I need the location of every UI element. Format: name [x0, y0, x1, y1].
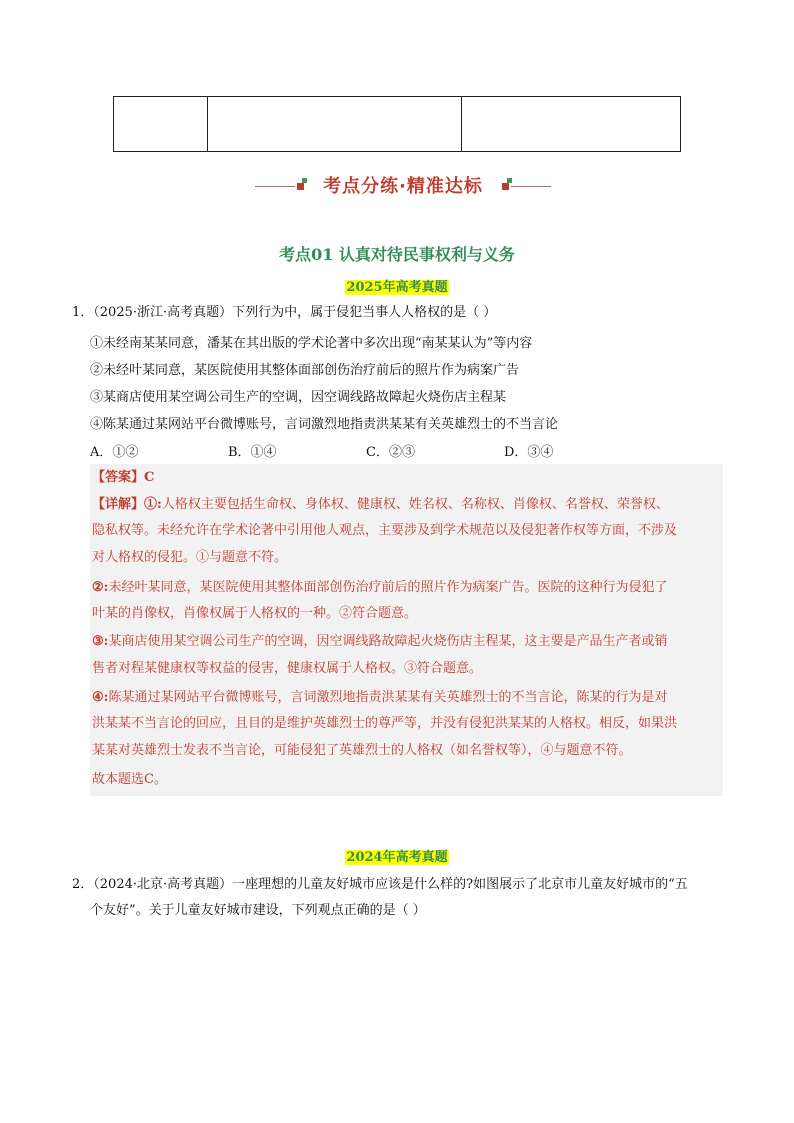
detail-label: 【详解】 [92, 497, 145, 512]
section-title: 考点01 认真对待民事权利与义务 [279, 245, 515, 264]
question-1-option-1: ①未经南某某同意，潘某在其出版的学术论著中多次出现“南某某认为”等内容 [90, 336, 533, 351]
detail-p3-line1 [92, 633, 667, 651]
section-banner [255, 170, 551, 200]
choice-a: A．①② [90, 445, 139, 460]
table-cell [462, 97, 681, 152]
top-table-fragment [113, 96, 681, 152]
question-1-choices [90, 441, 642, 460]
detail-p4-line2: 洪某某不当言论的回应，且目的是维护英雄烈士的尊严等，并没有侵犯洪某某的人格权。相反，如果洪 [92, 716, 678, 731]
detail-p2-line1 [92, 579, 667, 597]
detail-text: 人格权主要包括生命权、身体权、健康权、姓名权、名称权、肖像权、名誉权、荣誉权、 [161, 497, 669, 512]
banner-line-left [255, 186, 295, 187]
detail-p1-line2: 隐私权等。未经允许在学术论著中引用他人观点，主要涉及到学术规范以及侵犯著作权等方面，不涉及 [92, 523, 678, 538]
year-tag-2025 [0, 276, 794, 295]
choice-b: B．①④ [228, 445, 277, 460]
answer-line [92, 469, 154, 487]
choice-d: D．③④ [504, 445, 554, 460]
question-2-stem-line1: 2．（2024·北京·高考真题）一座理想的儿童友好城市应该是什么样的?如图展示了北京市儿童友好城市的“五 [72, 877, 688, 892]
question-2-stem-line2: 个友好”。关于儿童友好城市建设，下列观点正确的是（ ） [90, 903, 426, 918]
detail-p4-line3: 某某对英雄烈士发表不当言论，可能侵犯了英雄烈士的人格权（如名誉权等），④与题意不符。 [92, 743, 632, 758]
detail-mark-2: ②: [92, 580, 109, 595]
question-1-option-2: ②未经叶某同意，某医院使用其整体面部创伤治疗前后的照片作为病案广告 [90, 363, 520, 378]
detail-conclusion: 故本题选C。 [92, 772, 167, 787]
table-cell [208, 97, 462, 152]
banner-square-red-icon [297, 183, 304, 190]
detail-p2-line2: 叶某的肖像权，肖像权属于人格权的一种。②符合题意。 [92, 606, 418, 621]
year-tag-text: 2025年高考真题 [346, 280, 448, 295]
answer-label: 【答案】 [92, 470, 145, 485]
banner-square-red-icon [502, 183, 509, 190]
banner-square-green-icon [507, 178, 512, 183]
detail-mark-4: ④: [92, 690, 109, 705]
table-cell [114, 97, 208, 152]
question-1-option-4: ④陈某通过某网站平台微博账号，言词激烈地指责洪某某有关英雄烈士的不当言论 [90, 417, 559, 432]
detail-p4-line1 [92, 689, 667, 707]
year-tag-2024 [0, 846, 794, 865]
question-1-option-3: ③某商店使用某空调公司生产的空调，因空调线路故障起火烧伤店主程某 [90, 390, 507, 405]
detail-p3-line2: 售者对程某健康权等权益的侵害，健康权属于人格权。③符合题意。 [92, 661, 483, 676]
detail-mark-3: ③: [92, 634, 109, 649]
answer-value: C [144, 470, 155, 485]
detail-text: 某商店使用某空调公司生产的空调，因空调线路故障起火烧伤店主程某，这主要是产品生产者或销 [108, 634, 668, 649]
question-1-stem: 1．（2025·浙江·高考真题）下列行为中，属于侵犯当事人人格权的是（ ） [72, 305, 497, 320]
detail-text: 陈某通过某网站平台微博账号，言词激烈地指责洪某某有关英雄烈士的不当言论，陈某的行为是对 [108, 690, 668, 705]
detail-text: 未经叶某同意，某医院使用其整体面部创伤治疗前后的照片作为病案广告。医院的这种行为侵犯了 [108, 580, 668, 595]
banner-text: 考点分练·精准达标 [323, 176, 483, 197]
detail-p1-line3: 对人格权的侵犯。①与题意不符。 [92, 550, 288, 565]
detail-p1-line1 [92, 496, 669, 514]
choice-c: C．②③ [366, 445, 415, 460]
banner-line-right [511, 186, 551, 187]
detail-mark-1: ①: [144, 497, 162, 512]
year-tag-text: 2024年高考真题 [346, 850, 448, 865]
